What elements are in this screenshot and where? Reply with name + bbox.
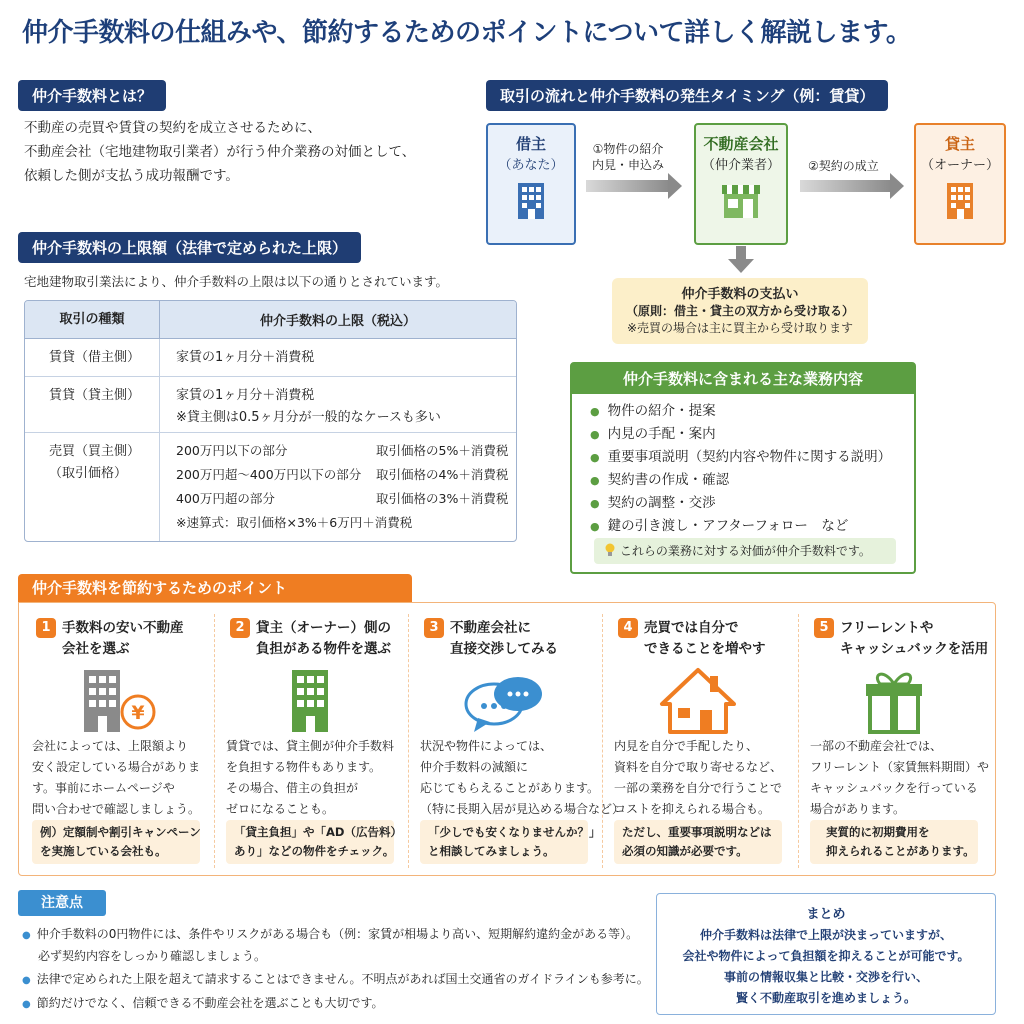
list-item: ● 鍵の引き渡し・アフターフォロー など [590, 515, 891, 538]
step2-label: ②契約の成立 [808, 159, 879, 173]
flow-heading: 取引の流れと仲介手数料の発生タイミング（例：賃貸） [486, 80, 888, 111]
table-row: 賃貸（借主側） 家賃の1ヶ月分＋消費税 [25, 339, 516, 377]
yen-coin-icon [122, 696, 154, 728]
list-item: ● 内見の手配・案内 [590, 423, 891, 446]
table-row: 賃貸（貸主側） 家賃の1ヶ月分＋消費税 ※貸主側は0.5ヶ月分が一般的なケースも多い [25, 377, 516, 433]
gift-icon [844, 666, 944, 736]
table-row: 売買（買主側） （取引価格） 200万円以下の部分 取引価格の5%＋消費税 200万円超〜400万円以下の部分 取引価格の4%＋消費税 400万円超の部分 取引価格の3%＋消費税 ※速算式：取引価格×3%＋6万円＋消費税 [25, 433, 516, 541]
lightbulb-icon [604, 543, 616, 557]
shop-icon [718, 181, 764, 221]
tip-card-3: 3 不動産会社に 直接交渉してみる 状況や物件によっては、 仲介手数料の減額に 応じてもらえることがあります。 （特に長期入居が見込める場合など） 「少しでも安くなりませんか？」 と相談してみましょう。 [410, 610, 598, 870]
building-icon [943, 181, 977, 221]
what-heading: 仲介手数料とは？ [18, 80, 166, 111]
agent-box: 不動産会社 （仲介業者） [694, 123, 788, 245]
list-item: ● 仲介手数料の0円物件には、条件やリスクがある場合も（例：家賃が相場より高い、短期解約違約金がある等）。 必ず契約内容をしっかり確認しましょう。 [22, 924, 649, 967]
flow-arrow [586, 180, 670, 192]
list-item: ● 契約の調整・交渉 [590, 492, 891, 515]
limit-intro: 宅地建物取引業法により、仲介手数料の上限は以下の通りとされています。 [24, 274, 449, 289]
page-title: 仲介手数料の仕組みや、節約するためのポイントについて詳しく解説します。 [22, 18, 912, 48]
tip-card-4: 4 売買では自分で できることを増やす 内見を自分で手配したり、 資料を自分で取り寄せるなど、 一部の業務を自分で行うことで コストを抑えられる場合も。 ただし、重要事項説明などは 必須の知識が必要です。 [604, 610, 792, 870]
chat-bubbles-icon [454, 666, 554, 736]
fee-limit-table [24, 300, 517, 542]
what-text: 不動産の売買や賃貸の契約を成立させるために、 不動産会社（宅地建物取引業者）が行う仲介業務の対価として、 依頼した側が支払う成功報酬です。 [24, 120, 416, 184]
caution-list [22, 924, 649, 1015]
list-item: ● 節約だけでなく、信頼できる不動産会社を選ぶことも大切です。 [22, 993, 649, 1015]
duties-note: これらの業務に対する対価が仲介手数料です。 [594, 538, 896, 564]
list-item: ● 物件の紹介・提案 [590, 400, 891, 423]
tenant-box: 借主 （あなた） [486, 123, 576, 245]
flow-arrow [800, 180, 892, 192]
house-icon [648, 666, 748, 736]
svg-text:¥: ¥ [131, 702, 145, 724]
down-arrow [728, 246, 754, 274]
caution-heading: 注意点 [18, 890, 106, 916]
table-header: 取引の種類 仲介手数料の上限（税込） [25, 301, 516, 339]
building-icon [84, 670, 120, 732]
payment-box: 仲介手数料の支払い （原則：借主・貸主の双方から受け取る） ※売買の場合は主に買主から受け取ります [612, 278, 868, 344]
tip-card-2: 2 貸主（オーナー）側の 負担がある物件を選ぶ 賃貸では、貸主側が仲介手数料 を負担する物件もあります。 その場合、借主の負担が ゼロになることも。 「貸主負担」や「AD（広告料） あり」などの物件をチェック。 [216, 610, 404, 870]
list-item: ● 法律で定められた上限を超えて請求することはできません。不明点があれば国土交通省のガイドラインも参考に。 [22, 969, 649, 991]
step1-label: ①物件の紹介 内見・申込み [592, 142, 665, 172]
list-item: ● 重要事項説明（契約内容や物件に関する説明） [590, 446, 891, 469]
summary-box: まとめ 仲介手数料は法律で上限が決まっていますが、 会社や物件によって負担額を抑えることが可能です。 事前の情報収集と比較・交渉を行い、 賢く不動産取引を進めましょう。 [656, 893, 996, 1015]
duties-list [590, 400, 891, 538]
building-icon [292, 670, 328, 732]
building-icon [514, 181, 548, 221]
list-item: ● 契約書の作成・確認 [590, 469, 891, 492]
tips-heading: 仲介手数料を節約するためのポイント [18, 574, 412, 602]
landlord-box: 貸主 （オーナー） [914, 123, 1006, 245]
tip-card-5: 5 フリーレントや キャッシュバックを活用 一部の不動産会社では、 フリーレント（家賃無料期間）や キャッシュバックを行っている 場合があります。 実質的に初期費用を 抑えられることがあります。 [800, 610, 988, 870]
limit-heading: 仲介手数料の上限額（法律で定められた上限） [18, 232, 361, 263]
duties-panel: 仲介手数料に含まれる主な業務内容 ● 物件の紹介・提案 ● 内見の手配・案内 ● 重要事項説明（契約内容や物件に関する説明） ● 契約書の作成・確認 ● 契約の調整・交渉 ● 鍵の引き渡し・アフターフォロー など これらの業務に対する対価が仲介手数料です。 [570, 362, 916, 574]
tip-card-1: 1 手数料の安い不動産 会社を選ぶ ¥ 会社によっては、上限額より 安く設定している場合がありま す。事前にホームページや 問い合わせで確認しましょう。 例）定額制や割引キャンペーン を実施している会社も。 [22, 610, 210, 870]
